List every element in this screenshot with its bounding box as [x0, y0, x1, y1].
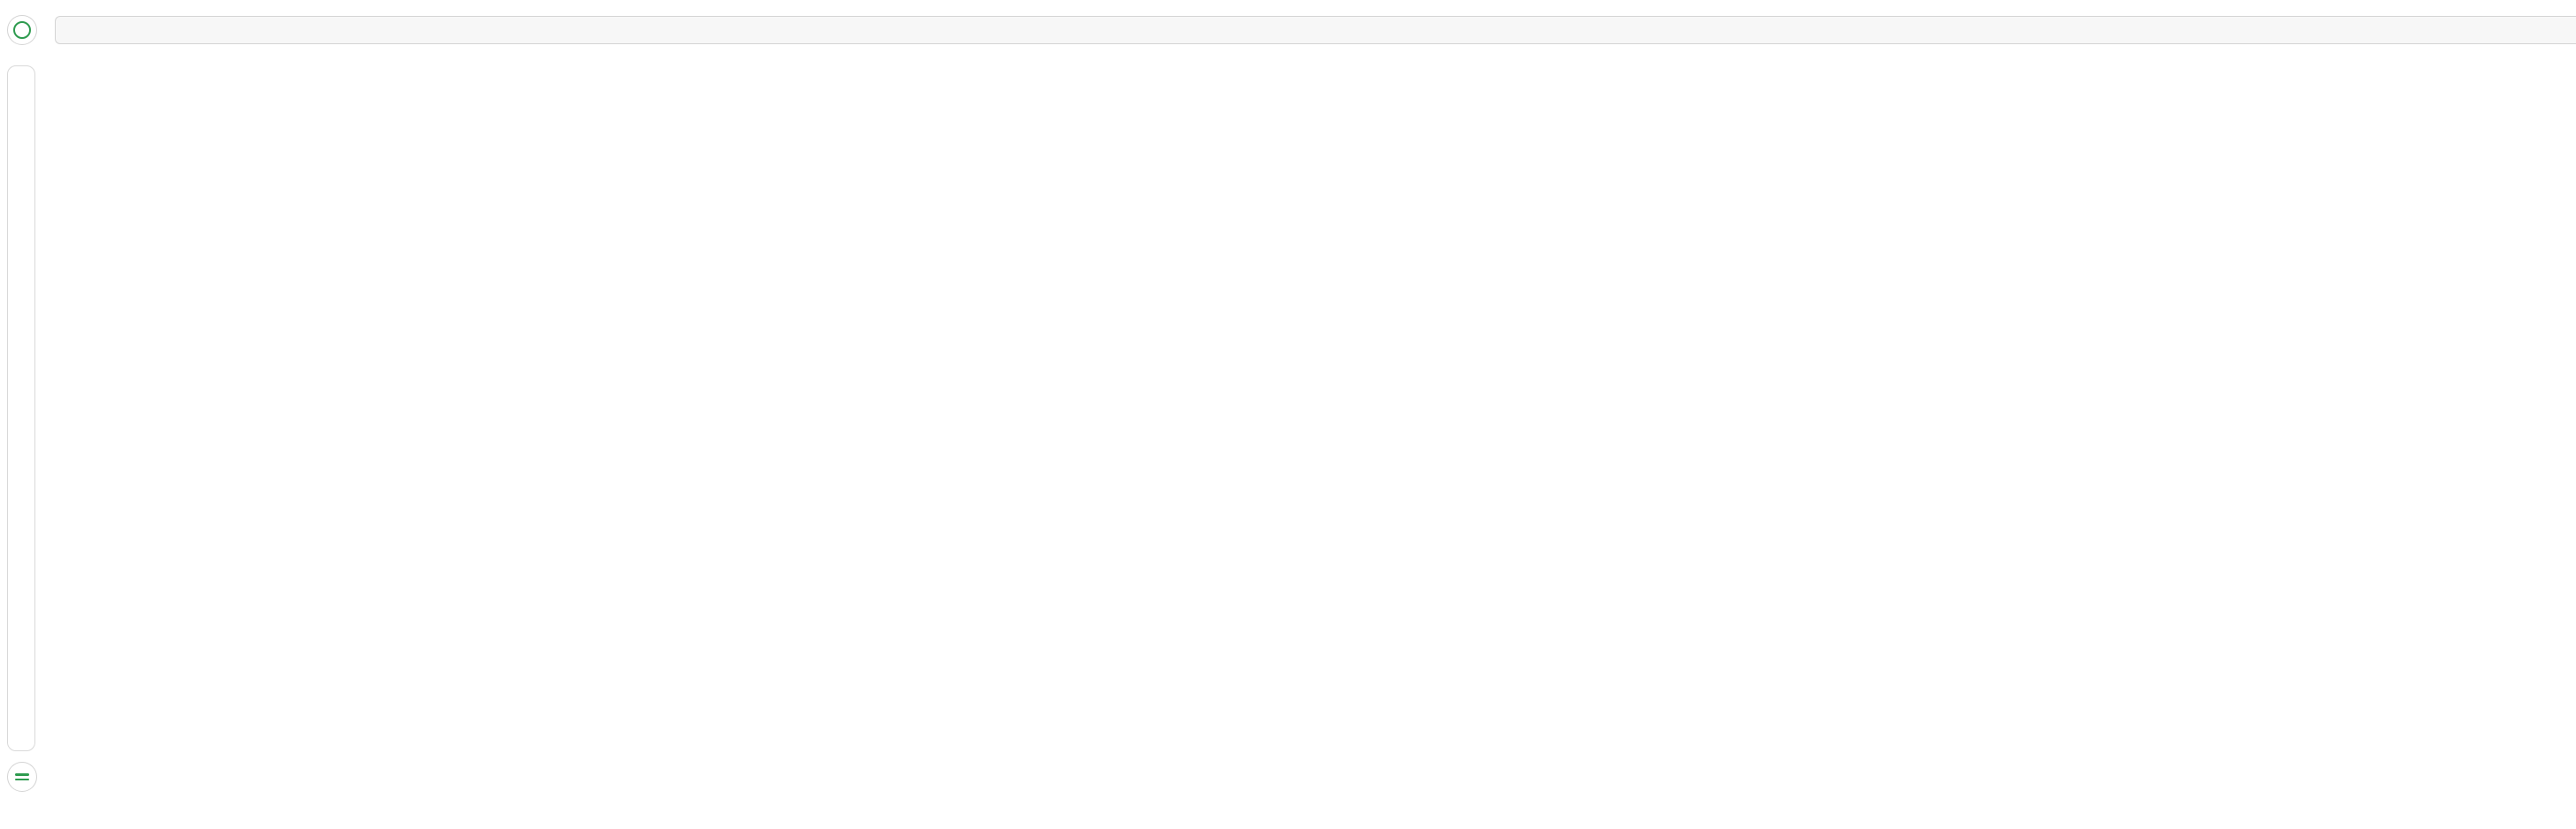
row-header-rail — [7, 65, 35, 751]
sheet-options-button[interactable] — [7, 762, 37, 792]
column-header-bar — [55, 16, 2576, 44]
equals-icon — [15, 772, 29, 781]
select-all-circle-icon — [13, 21, 31, 39]
select-all-button[interactable] — [7, 15, 37, 45]
